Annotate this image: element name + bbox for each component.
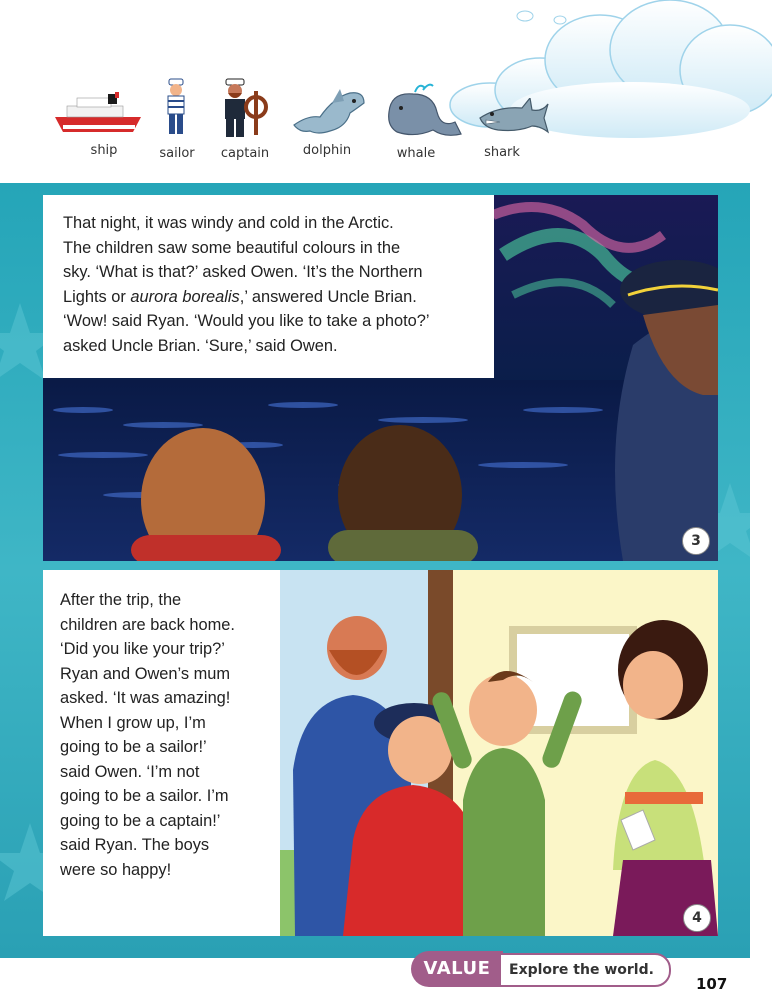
story4-line-10: going to be a captain!’: [60, 811, 221, 830]
story4-line-8: said Owen. ‘I’m not: [60, 762, 200, 781]
page-number: 107: [696, 975, 728, 993]
dolphin-icon: [290, 87, 368, 139]
story3-line-5: ‘Wow! said Ryan. ‘Would you like to take a photo?’: [63, 312, 430, 330]
story3-line-6: asked Uncle Brian. ‘Sure,’ said Owen.: [63, 336, 338, 355]
vocab-label-whale: whale: [396, 146, 436, 161]
value-tag-label: VALUE: [423, 958, 491, 979]
vocab-label-dolphin: dolphin: [302, 143, 352, 158]
story4-line-5: asked. ‘It was amazing!: [60, 689, 231, 707]
panel-number-3: 3: [682, 527, 710, 555]
story4-line-12: were so happy!: [60, 860, 172, 879]
vocab-label-ship: ship: [90, 143, 118, 158]
story4-line-1: After the trip, the: [60, 591, 182, 609]
story3-line-2: The children saw some beautiful colours in the: [63, 238, 401, 257]
value-tag: [411, 951, 503, 987]
value-banner: [411, 951, 669, 987]
story-text-3: [63, 211, 493, 358]
story4-line-2: children are back home.: [60, 615, 235, 634]
story3-line-4a: Lights or: [63, 287, 131, 306]
whale-icon: [385, 82, 463, 140]
page-margin: [750, 183, 772, 958]
story-text-4: [60, 588, 272, 882]
shark-icon: [478, 98, 550, 138]
vocab-label-captain: captain: [220, 146, 270, 161]
story3-line-4: [63, 285, 493, 310]
story4-line-9: going to be a sailor. I’m: [60, 787, 229, 805]
value-text: Explore the world.: [509, 962, 654, 978]
value-text-box: [499, 953, 671, 987]
vocab-label-sailor: sailor: [159, 146, 195, 161]
sailor-icon: [163, 77, 189, 137]
story3-line-4b: ,’ answered Uncle Brian.: [239, 287, 417, 306]
story4-line-11: said Ryan. The boys: [60, 836, 210, 854]
story3-line-4-italic: aurora borealis: [130, 287, 240, 306]
panel-number-4: 4: [683, 904, 711, 932]
story4-line-6: When I grow up, I’m: [60, 713, 206, 732]
story4-line-7: going to be a sailor!’: [60, 738, 207, 756]
story4-line-3: ‘Did you like your trip?’: [60, 640, 225, 658]
ship-icon: [53, 92, 145, 137]
captain-icon: [218, 77, 268, 139]
story3-line-1: That night, it was windy and cold in the Arctic.: [63, 214, 394, 232]
story4-line-4: Ryan and Owen’s mum: [60, 664, 231, 683]
vocab-label-shark: shark: [484, 145, 520, 160]
story3-line-3: sky. ‘What is that?’ asked Owen. ‘It’s the Northern: [63, 263, 423, 281]
